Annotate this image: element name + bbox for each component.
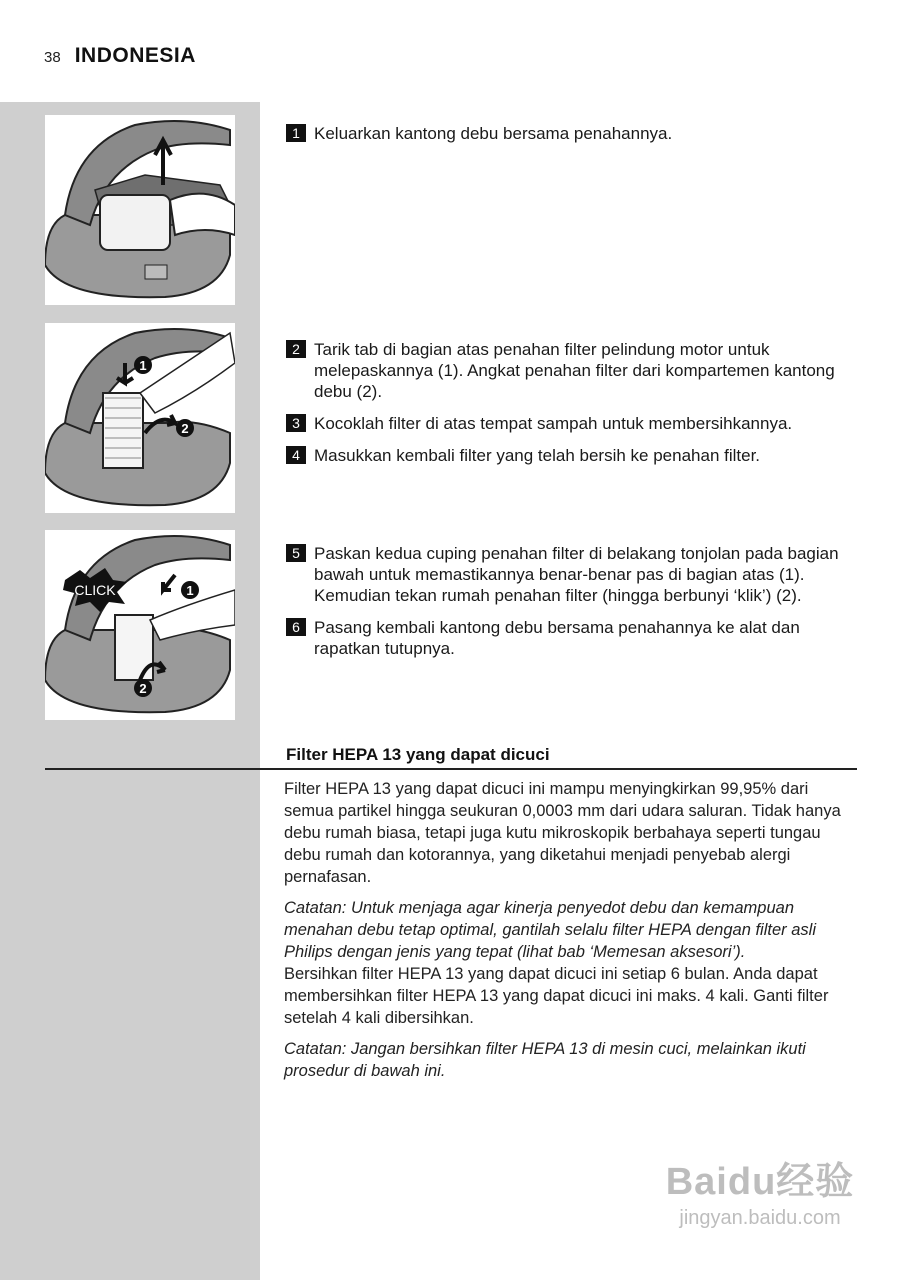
section-title: Filter HEPA 13 yang dapat dicuci [286,745,550,764]
steps-group-2 [286,339,856,477]
step-item [286,123,856,144]
page-header [44,44,196,68]
step-number: 6 [286,618,306,636]
illustration-click-filter-holder [45,530,235,720]
step-item [286,413,856,434]
steps-group-3 [286,543,856,670]
step-number: 1 [286,124,306,142]
step-number: 5 [286,544,306,562]
step-text: Tarik tab di bagian atas penahan filter pelindung motor untuk melepaskannya (1). Angkat penahan filter dari kompartemen kantong debu (2). [314,340,835,401]
step-number: 3 [286,414,306,432]
baidu-watermark [640,1150,880,1250]
step-number: 4 [286,446,306,464]
illustration-remove-bag [45,115,235,305]
paragraph-intro: Filter HEPA 13 yang dapat dicuci ini mampu menyingkirkan 99,95% dari semua partikel hingga seukuran 0,0003 mm dari udara saluran. Tidak hanya debu rumah biasa, tetapi juga kutu mikroskopik berbahaya seperti tungau debu rumah dan kotorannya, yang diketahui menjadi penyebab alergi pernafasan. [284,780,841,886]
step-text: Masukkan kembali filter yang telah bersih ke penahan filter. [314,446,761,465]
language-title: INDONESIA [74,44,196,67]
section-body [284,778,856,1091]
step-text: Paskan kedua cuping penahan filter di belakang tonjolan pada bagian bawah untuk memastikannya benar-benar pas di bagian atas (1). Kemudian tekan rumah penahan filter (hingga berbunyi ‘klik’) (2). [314,544,839,605]
label-two-a: 2 [181,421,189,436]
step-item [286,543,856,606]
step-text: Keluarkan kantong debu bersama penahannya. [314,124,673,143]
illustration-remove-filter-holder [45,323,235,513]
paragraph-cleaning: Bersihkan filter HEPA 13 yang dapat dicuci ini setiap 6 bulan. Anda dapat membersihkan filter HEPA 13 yang dapat dicuci ini maks. 4 kali. Ganti filter setelah 4 kali dibersihkan. [284,965,829,1027]
click-label: CLICK [74,582,116,598]
watermark-url: jingyan.baidu.com [679,1207,841,1229]
step-item [286,617,856,659]
note-replace-filter: Catatan: Untuk menjaga agar kinerja penyedot debu dan kemampuan menahan debu tetap optimal, gantilah selalu filter HEPA dengan filter asli Philips dengan jenis yang tepat (lihat bab ‘Memesan aksesori’). [284,899,816,961]
step-item [286,339,856,402]
steps-group-1 [286,123,856,155]
label-one-b: 1 [186,583,194,598]
watermark-logo: Baidu经验 [665,1161,855,1203]
note-no-washing-machine: Catatan: Jangan bersihkan filter HEPA 13 di mesin cuci, melainkan ikuti prosedur di bawah ini. [284,1040,806,1080]
step-number: 2 [286,340,306,358]
label-one-a: 1 [139,358,147,373]
step-text: Pasang kembali kantong debu bersama penahannya ke alat dan rapatkan tutupnya. [314,618,800,658]
label-two-b: 2 [139,681,147,696]
step-item [286,445,856,466]
page-number: 38 [44,49,61,66]
step-text: Kocoklah filter di atas tempat sampah untuk membersihkannya. [314,414,793,433]
section-divider [45,768,857,770]
